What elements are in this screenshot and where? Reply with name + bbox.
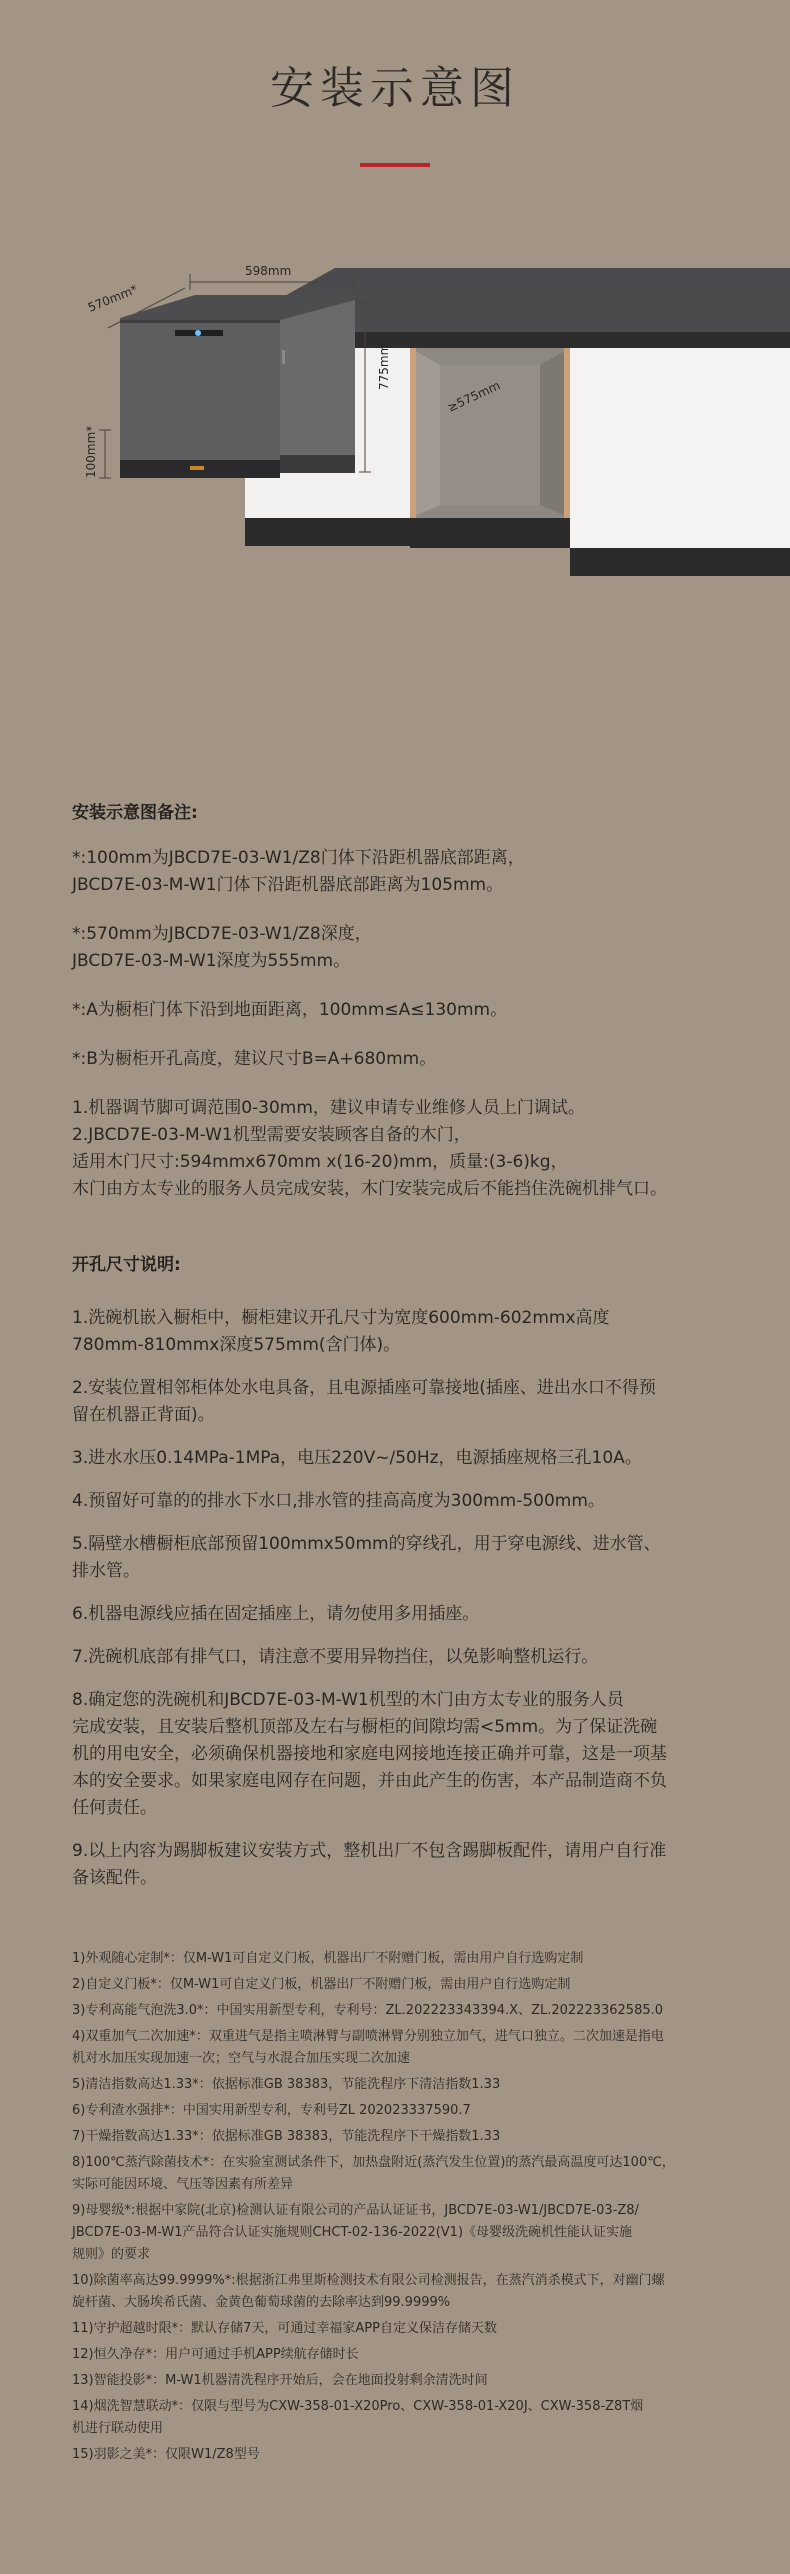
opening-item-5: 5.隔壁水槽橱柜底部预留100mmx50mm的穿线孔，用于穿电源线、进水管、 排水管。 xyxy=(72,1534,661,1581)
footnote-8: 8)100℃蒸汽除菌技术*：在实验室测试条件下，加热盘附近(蒸汽发生位置)的蒸汽最高温度可达100℃， 实际可能因环境、气压等因素有所差异 xyxy=(72,2155,675,2192)
note-1: *:100mm为JBCD7E-03-W1/Z8门体下沿距机器底部距离， JBCD7E-03-M-W1门体下沿距机器底部距离为105mm。 xyxy=(72,848,525,895)
notes-heading: 安装示意图备注: xyxy=(72,803,198,823)
brand-logo xyxy=(190,466,204,470)
opening-item-2: 2.安装位置相邻柜体处水电具备，且电源插座可靠接地(插座、进出水口不得预 留在机器正背面)。 xyxy=(72,1378,656,1425)
footnote-9: 9)母婴级*:根据中家院(北京)检测认证有限公司的产品认证证书，JBCD7E-03-W1/JBCD7E-03-Z8/ JBCD7E-03-M-W1产品符合认证实施规则CHCT-02-136-2022(V1)《母婴级洗碗机性能认证实施 规则》的要求 xyxy=(72,2203,639,2262)
footnote-2: 2)自定义门板*：仅M-W1可自定义门板，机器出厂不附赠门板，需由用户自行选购定制 xyxy=(72,1977,571,1992)
footnote-3: 3)专利高能气泡洗3.0*：中国实用新型专利，专利号：ZL.202223343394.X、ZL.202223362585.0 xyxy=(72,2003,664,2018)
footnote-6: 6)专利渣水强排*：中国实用新型专利，专利号ZL 202023337590.7 xyxy=(72,2103,471,2118)
footnote-10: 10)除菌率高达99.9999%*:根据浙江弗里斯检测技术有限公司检测报告，在蒸汽消杀模式下，对幽门螺 旋杆菌、大肠埃希氏菌、金黄色葡萄球菌的去除率达到99.9999% xyxy=(72,2273,665,2310)
opening-item-3: 3.进水水压0.14MPa-1MPa，电压220V~/50Hz，电源插座规格三孔10A。 xyxy=(72,1448,642,1468)
note-5: 1.机器调节脚可调范围0-30mm，建议申请专业维修人员上门调试。 2.JBCD7E-03-M-W1机型需要安装顾客自备的木门， 适用木门尺寸:594mmx670mm x(16-20)mm，质量:(3-6)kg， 木门由方太专业的服务人员完成安装，木门安装完成后不能挡住洗碗机排气口。 xyxy=(72,1098,667,1199)
footnote-1: 1)外观随心定制*：仅M-W1可自定义门板，机器出厂不附赠门板，需由用户自行选购定制 xyxy=(72,1951,584,1966)
opening-depth-label: ≥575mm xyxy=(445,378,503,415)
depth-label: 570mm* xyxy=(85,282,140,315)
footnote-14: 14)烟洗智慧联动*：仅限与型号为CXW-358-01-X20Pro、CXW-358-01-X20J、CXW-358-Z8T烟 机进行联动使用 xyxy=(72,2399,644,2436)
opening-item-6: 6.机器电源线应插在固定插座上，请勿使用多用插座。 xyxy=(72,1604,480,1624)
opening-item-8: 8.确定您的洗碗机和JBCD7E-03-M-W1机型的木门由方太专业的服务人员 完成安装，且安装后整机顶部及左右与橱柜的间隙均需<5mm。为了保证洗碗 机的用电安全，必须确保机器接地和家庭电网接地连接正确并可靠，这是一项基 本的安全要求。如果家庭电网存在问题，并由此产生的伤害，本产品制造商不负 任何责任。 xyxy=(72,1690,667,1818)
page-title: 安装示意图 xyxy=(270,63,520,114)
display-indicator-icon xyxy=(195,330,201,336)
opening-item-9: 9.以上内容为踢脚板建议安装方式，整机出厂不包含踢脚板配件，请用户自行准 备该配件。 xyxy=(72,1841,667,1888)
plinth-left xyxy=(245,518,410,546)
footnote-7: 7)干燥指数高达1.33*：依据标准GB 38383，节能洗程序下干燥指数1.33 xyxy=(72,2129,501,2144)
opening-item-1: 1.洗碗机嵌入橱柜中，橱柜建议开孔尺寸为宽度600mm-602mmx高度 780mm-810mmx深度575mm(含门体)。 xyxy=(72,1308,610,1355)
note-4: *:B为橱柜开孔高度，建议尺寸B=A+680mm。 xyxy=(72,1049,437,1069)
opening-heading: 开孔尺寸说明: xyxy=(72,1255,181,1275)
cabinet-right xyxy=(570,348,790,548)
opening-item-4: 4.预留好可靠的的排水下水口,排水管的挂高高度为300mm-500mm。 xyxy=(72,1491,605,1511)
opening-section xyxy=(72,1250,722,1892)
footnote-4: 4)双重加气二次加速*：双重进气是指主喷淋臂与副喷淋臂分别独立加气，进气口独立。二次加速是指电 机对水加压实现加速一次；空气与水混合加压实现二次加速 xyxy=(72,2029,664,2066)
footnote-5: 5)清洁指数高达1.33*：依据标准GB 38383，节能洗程序下清洁指数1.33 xyxy=(72,2077,501,2092)
footnote-12: 12)恒久净存*：用户可通过手机APP续航存储时长 xyxy=(72,2347,359,2362)
plinth-right xyxy=(570,548,790,576)
installation-illustration xyxy=(0,250,790,750)
height-label: 775mm xyxy=(377,343,391,390)
dishwasher-side xyxy=(280,300,355,465)
title-underline xyxy=(360,163,430,167)
footnotes xyxy=(72,1948,752,2466)
opening-item-7: 7.洗碗机底部有排气口，请注意不要用异物挡住，以免影响整机运行。 xyxy=(72,1647,599,1667)
dishwasher-door xyxy=(120,320,280,460)
bottom-label: 100mm* xyxy=(84,425,98,478)
width-label: 598mm xyxy=(245,264,292,278)
footnote-11: 11)守护超越时限*：默认存储7天，可通过幸福家APP自定义保洁存储天数 xyxy=(72,2321,497,2336)
notes-section xyxy=(72,798,722,1203)
note-3: *:A为橱柜门体下沿到地面距离，100mm≤A≤130mm。 xyxy=(72,1000,508,1020)
footnote-15: 15)羽影之美*：仅限W1/Z8型号 xyxy=(72,2447,260,2462)
note-2: *:570mm为JBCD7E-03-W1/Z8深度， JBCD7E-03-M-W1深度为555mm。 xyxy=(72,924,372,971)
footnote-13: 13)智能投影*：M-W1机器清洗程序开始后，会在地面投射剩余清洗时间 xyxy=(72,2373,488,2388)
